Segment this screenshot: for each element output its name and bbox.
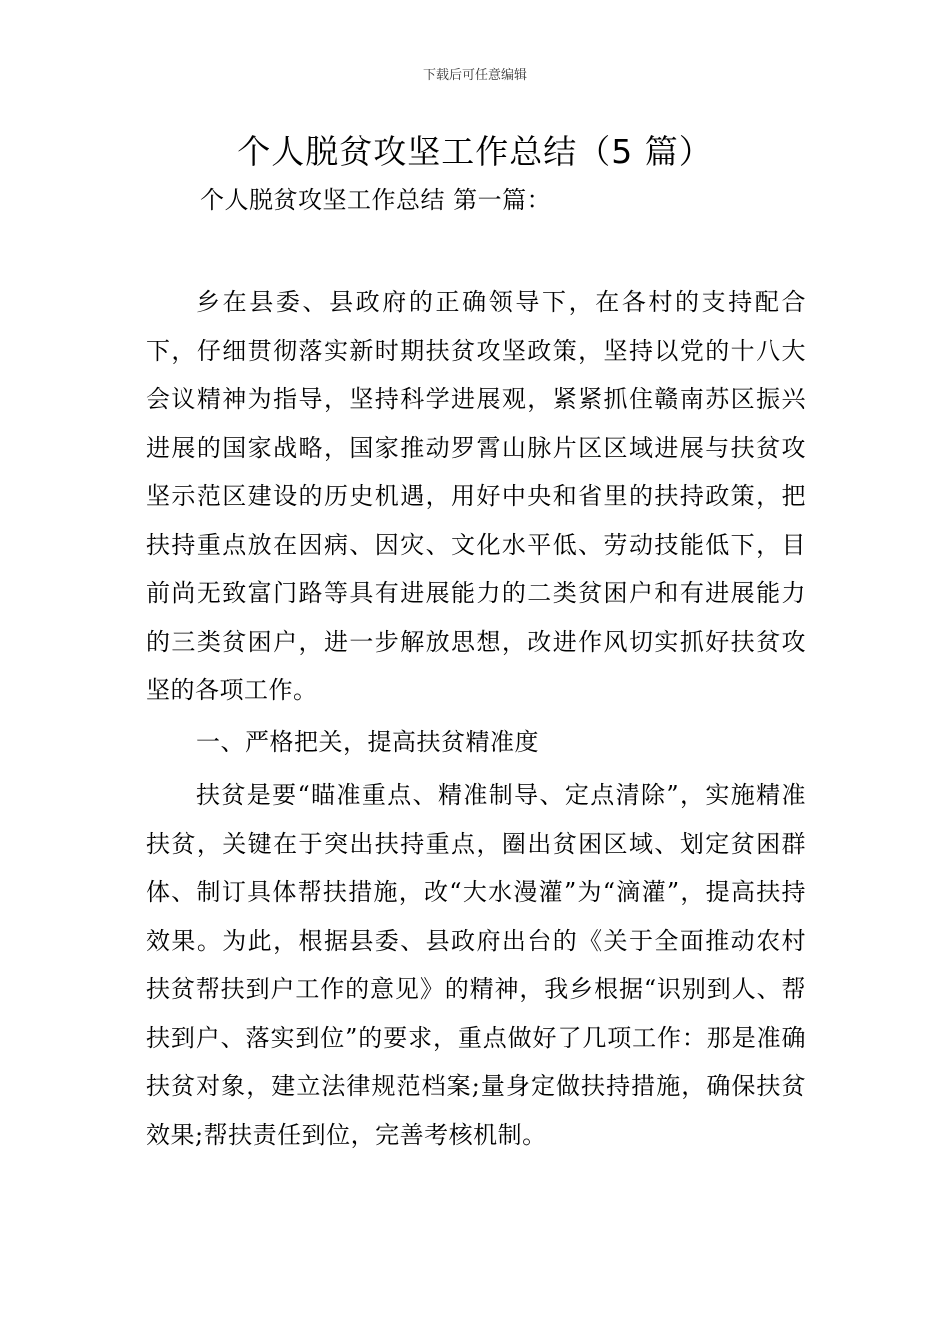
paragraph-precision: 扶贫是要“瞄准重点、精准制导、定点清除”，实施精准扶贫，关键在于突出扶持重点，圈出贫困区域、划定贫困群体、制订具体帮扶措施，改“大水漫灌”为“滴灌”，提高扶持效果。为此，根据县委、县政府出台的《关于全面推动农村扶贫帮扶到户工作的意见》的精神，我乡根据“识别到人、帮扶到户、落实到位”的要求，重点做好了几项工作：那是准确扶贫对象，建立法律规范档案;量身定做扶持措施，确保扶贫效果;帮扶责任到位，完善考核机制。	[146, 781, 806, 1149]
document-title: 个人脱贫攻坚工作总结（5 篇）	[237, 132, 713, 171]
paragraph-intro: 乡在县委、县政府的正确领导下，在各村的支持配合下，仔细贯彻落实新时期扶贫攻坚政策，坚持以党的十八大会议精神为指导，坚持科学进展观，紧紧抓住赣南苏区振兴进展的国家战略，国家推动罗霄山脉片区区域进展与扶贫攻坚示范区建设的历史机遇，用好中央和省里的扶持政策，把扶持重点放在因病、因灾、文化水平低、劳动技能低下，目前尚无致富门路等具有进展能力的二类贫困户和有进展能力的三类贫困户，进一步解放思想，改进作风切实抓好扶贫攻坚的各项工作。	[146, 288, 806, 704]
header-note: 下载后可任意编辑	[422, 68, 527, 83]
paragraph-heading-1: 一、严格把关，提高扶贫精准度	[196, 728, 539, 756]
section-title: 个人脱贫攻坚工作总结 第一篇：	[200, 186, 552, 214]
